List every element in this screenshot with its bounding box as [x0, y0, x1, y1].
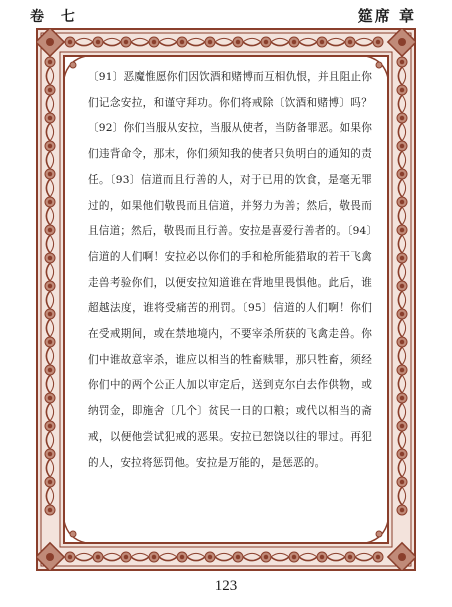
- scripture-text: 〔91〕恶魔惟愿你们因饮酒和赌博而互相仇恨，并且阻止你们记念安拉，和谨守拜功。你们将戒除〔饮酒和赌博〕吗？〔92〕你们当服从安拉，当服从使者，当防备罪恶。如果你们违背命令，那末，你们须知我的使者只负明白的通知的责任。〔93〕信道而且行善的人，对于已用的饮食，是毫无罪过的，如果他们敬畏而且信道，并努力为善；然后，敬畏而且信道；然后，敬畏而且行善。安拉是喜爱行善者的。〔94〕信道的人们啊！安拉必以你们的手和枪所能猎取的若干飞禽走兽考验你们，以便安拉知道谁在背地里畏惧他。此后，谁超越法度，谁将受痛苦的刑罚。〔95〕信道的人们啊！你们在受戒期间，或在禁地境内，不要宰杀所获的飞禽走兽。你们中谁故意宰杀，谁应以相当的牲畜赎罪，那只牲畜，须经你们中的两个公正人加以审定后，送到克尔白去作供物，或纳罚金，即施舍〔几个〕贫民一日的口粮；或代以相当的斋戒，以便他尝试犯戒的恶果。安拉已恕饶以往的罪过。再犯的人，安拉将惩罚他。安拉是万能的，是惩恶的。: [88, 71, 372, 469]
- chapter-title: 筵席 章: [357, 7, 416, 25]
- volume-label: 卷 七: [30, 9, 81, 25]
- page-number: 123: [214, 578, 238, 594]
